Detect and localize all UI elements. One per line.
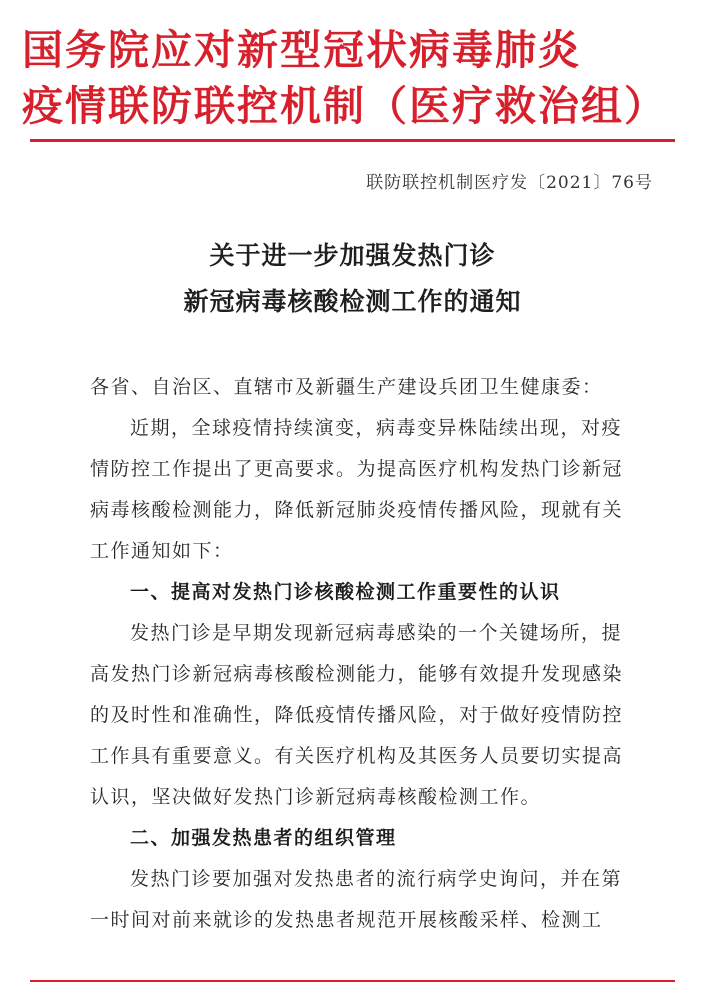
footer-red-rule: [30, 980, 675, 982]
section-heading-2: 二、加强发热患者的组织管理: [130, 827, 397, 849]
salutation: 各省、自治区、直辖市及新疆生产建设兵团卫生健康委：: [90, 376, 603, 398]
paragraph-line: 发热门诊是早期发现新冠病毒感染的一个关键场所，提: [130, 622, 623, 644]
issuing-authority-header: [22, 22, 682, 134]
header-line-2: 疫情联防联控机制（医疗救治组）: [22, 82, 667, 130]
paragraph-line: 发热门诊要加强对发热患者的流行病学史询问，并在第: [130, 868, 623, 890]
notice-title-line-1: 关于进一步加强发热门诊: [209, 241, 496, 270]
header-red-rule: [30, 139, 675, 142]
paragraph-line: 认识，坚决做好发热门诊新冠病毒核酸检测工作。: [90, 786, 542, 808]
header-line-1: 国务院应对新型冠状病毒肺炎: [22, 26, 581, 74]
document-number: 联防联控机制医疗发〔2021〕76号: [366, 173, 653, 193]
notice-title-line-2: 新冠病毒核酸检测工作的通知: [183, 287, 522, 316]
paragraph-line: 一时间对前来就诊的发热患者规范开展核酸采样、检测工: [90, 909, 603, 931]
paragraph-line: 情防控工作提出了更高要求。为提高医疗机构发热门诊新冠: [90, 458, 624, 480]
section-heading-1: 一、提高对发热门诊核酸检测工作重要性的认识: [130, 581, 561, 603]
paragraph-line: 工作通知如下：: [90, 540, 234, 562]
paragraph-line: 的及时性和准确性，降低疫情传播风险，对于做好疫情防控: [90, 704, 624, 726]
paragraph-line: 病毒核酸检测能力，降低新冠肺炎疫情传播风险，现就有关: [90, 499, 624, 521]
paragraph-line: 高发热门诊新冠病毒核酸检测能力，能够有效提升发现感染: [90, 663, 624, 685]
paragraph-line: 近期，全球疫情持续演变，病毒变异株陆续出现，对疫: [130, 417, 623, 439]
paragraph-line: 工作具有重要意义。有关医疗机构及其医务人员要切实提高: [90, 745, 624, 767]
